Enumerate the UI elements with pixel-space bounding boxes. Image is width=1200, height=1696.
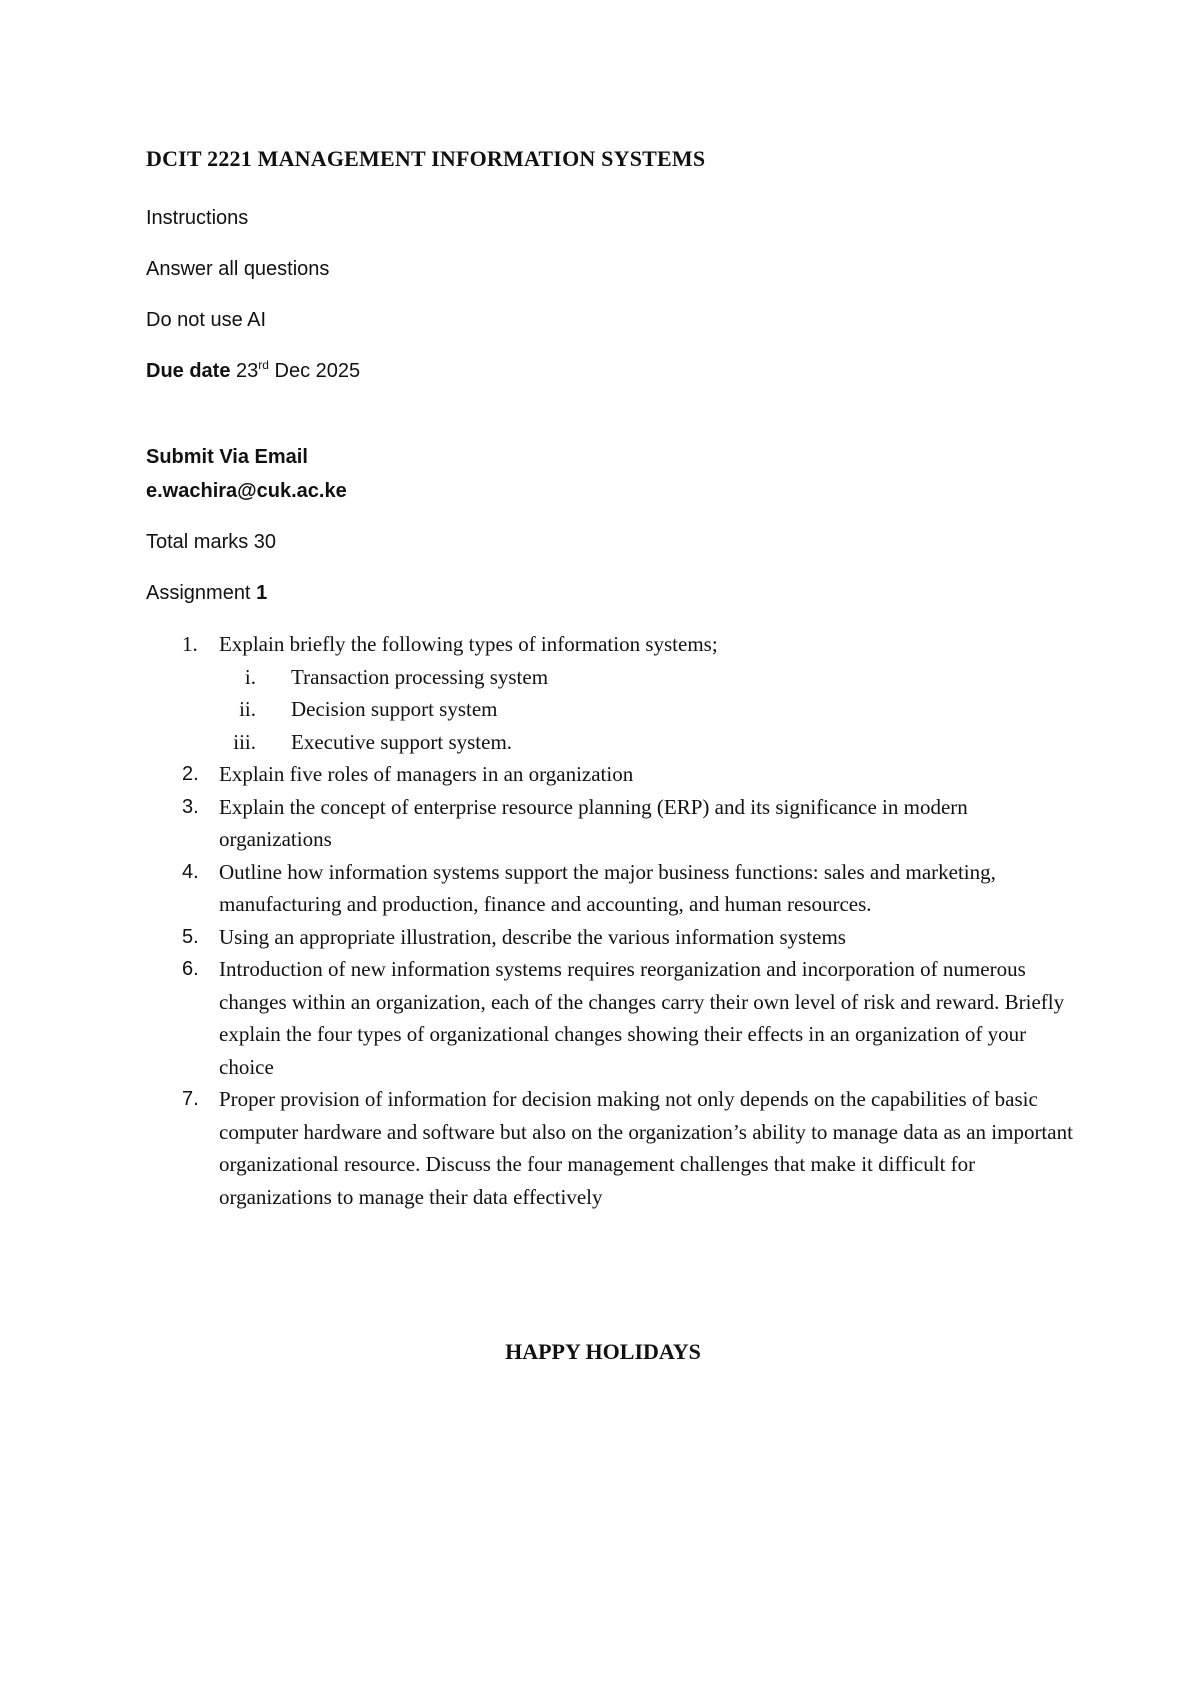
question-text: Outline how information systems support the major business functions: sales and marketing, manufacturing and production, finance and accounting, and human resources. — [219, 859, 996, 916]
question-item — [146, 628, 1076, 661]
question-number: 4. — [182, 860, 199, 883]
total-marks: Total marks 30 — [146, 531, 277, 553]
question-text: Introduction of new information systems requires reorganization and incorporation of numerous changes within an organization, each of the changes carry their own level of risk and reward. Briefly explain the four types of organizational changes showing their effects in an organization of your choice — [219, 957, 1065, 1079]
question-list — [146, 628, 1076, 1213]
instruction-no-ai: Do not use AI — [146, 309, 267, 331]
question-number: 7. — [182, 1088, 199, 1110]
question-number: 6. — [182, 958, 199, 980]
question-item — [146, 856, 1076, 921]
instructions-heading: Instructions — [146, 207, 249, 229]
due-date-suffix: rd — [258, 358, 269, 372]
due-date-rest: Dec 2025 — [274, 360, 361, 382]
instruction-answer-all: Answer all questions — [146, 258, 330, 280]
submit-heading: Submit Via Email — [146, 446, 308, 468]
assignment-heading — [146, 582, 267, 605]
sub-question-number: iii. — [233, 729, 256, 754]
sub-question-text: Executive support system. — [291, 729, 513, 754]
due-date-line — [146, 360, 360, 383]
sub-question-item — [146, 726, 1076, 759]
due-date-day: 23 — [236, 360, 259, 382]
question-number: 2. — [182, 763, 199, 785]
sub-question-text: Decision support system — [291, 697, 498, 721]
question-text: Using an appropriate illustration, describe the various information systems — [219, 924, 846, 949]
question-item — [146, 791, 1076, 856]
assignment-number: 1 — [256, 582, 268, 604]
sub-question-text: Transaction processing system — [291, 664, 549, 689]
question-item — [146, 921, 1076, 954]
sub-question-item — [146, 661, 1076, 694]
question-number: 5. — [182, 925, 199, 948]
closing-greeting — [0, 1339, 1200, 1365]
assignment-label: Assignment — [146, 582, 251, 604]
question-item — [146, 1083, 1076, 1213]
question-item — [146, 953, 1076, 1083]
document-title: DCIT 2221 MANAGEMENT INFORMATION SYSTEMS — [146, 146, 706, 171]
closing-text: HAPPY HOLIDAYS — [505, 1339, 701, 1364]
question-text: Proper provision of information for decision making not only depends on the capabilities of basic computer hardware and software but also on the organization’s ability to manage data as an important organizational resource. Discuss the four management challenges that make it difficult for organizations to manage their data effectively — [219, 1087, 1073, 1209]
question-number: 3. — [182, 795, 199, 818]
due-date-label: Due date — [146, 360, 231, 382]
sub-question-item — [146, 693, 1076, 726]
question-item — [146, 758, 1076, 791]
sub-question-number: ii. — [239, 697, 256, 721]
question-text: Explain the concept of enterprise resource planning (ERP) and its significance in modern organizations — [219, 794, 968, 851]
submit-email[interactable]: e.wachira@cuk.ac.ke — [146, 480, 347, 502]
sub-question-number: i. — [244, 664, 256, 689]
question-text: Explain briefly the following types of information systems; — [219, 632, 718, 656]
question-text: Explain five roles of managers in an organization — [219, 762, 634, 786]
question-number: 1. — [182, 632, 198, 656]
